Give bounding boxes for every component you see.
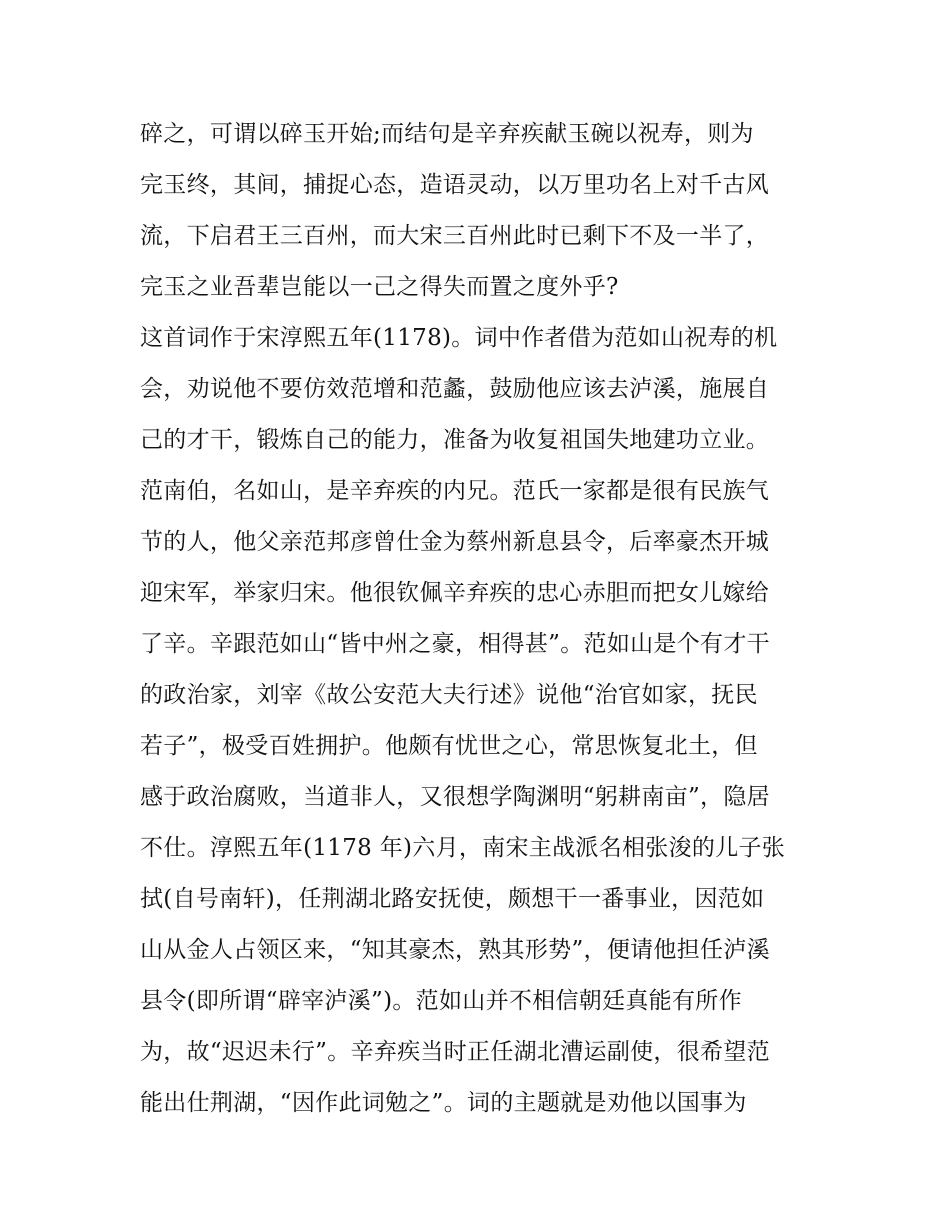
text-line: 会，劝说他不要仿效范增和范蠡，鼓励他应该去泸溪，施展自 xyxy=(140,376,770,402)
text-line: 为，故“迟迟未行”。辛弃疾当时正任湖北漕运副使，很希望范 xyxy=(140,1039,770,1065)
text-line: 这首词作于宋淳熙五年(1178)。词中作者借为范如山祝寿的机 xyxy=(140,325,778,351)
text-line: 的政治家，刘宰《故公安范大夫行述》说他“治官如家，抚民 xyxy=(140,682,758,708)
text-line: 能出仕荆湖，“因作此词勉之”。词的主题就是劝他以国事为 xyxy=(140,1090,747,1116)
text-line: 完玉之业吾辈岂能以一己之得失而置之度外乎? xyxy=(140,274,619,300)
text-line: 完玉终，其间，捕捉心态，造语灵动，以万里功名上对千古风 xyxy=(140,172,770,198)
text-line: 了辛。辛跟范如山“皆中州之豪，相得甚”。范如山是个有才干 xyxy=(140,631,770,657)
text-line: 拭(自号南轩)，任荆湖北路安抚使，颇想干一番事业，因范如 xyxy=(140,886,765,912)
text-line: 若子”，极受百姓拥护。他颇有忧世之心，常思恢复北土，但 xyxy=(140,733,758,759)
text-line: 县令(即所谓“辟宰泸溪”)。范如山并不相信朝廷真能有所作 xyxy=(140,988,742,1014)
text-line: 节的人，他父亲范邦彦曾仕金为蔡州新息县令，后率豪杰开城 xyxy=(140,529,770,555)
text-line: 流，下启君王三百州，而大宋三百州此时已剩下不及一半了， xyxy=(140,223,770,249)
text-line: 己的才干，锻炼自己的能力，准备为收复祖国失地建功立业。 xyxy=(140,427,770,453)
text-line: 迎宋军，举家归宋。他很钦佩辛弃疾的忠心赤胆而把女儿嫁给 xyxy=(140,580,770,606)
body-text xyxy=(140,109,820,1129)
text-line: 不仕。淳熙五年(1178 年)六月，南宋主战派名相张浚的儿子张 xyxy=(140,835,786,861)
text-line: 碎之，可谓以碎玉开始;而结句是辛弃疾献玉碗以祝寿，则为 xyxy=(140,121,754,147)
text-line: 山从金人占领区来，“知其豪杰，熟其形势”，便请他担任泸溪 xyxy=(140,937,770,963)
text-line: 范南伯，名如山，是辛弃疾的内兄。范氏一家都是很有民族气 xyxy=(140,478,770,504)
text-line: 感于政治腐败，当道非人，又很想学陶渊明“躬耕南亩”，隐居 xyxy=(140,784,770,810)
